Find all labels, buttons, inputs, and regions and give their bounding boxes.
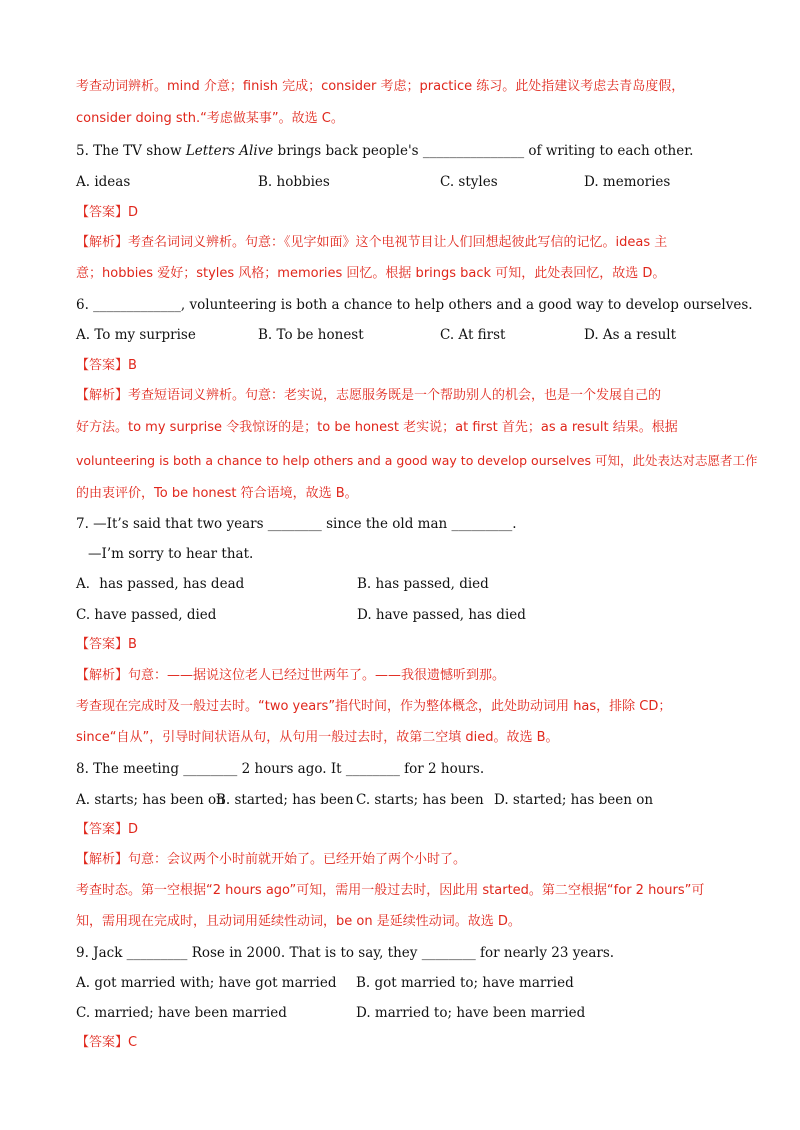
- explanation-line: consider doing sth.“考虑做某事”。故选 C。: [76, 111, 344, 126]
- explanation-line: 好方法。to my surprise 令我惊讶的是；to be honest 老实说；at first 首先；as a result 结果。根据: [76, 420, 678, 435]
- explanation-line: 【解析】考查短语词义辨析。句意：老实说，志愿服务既是一个帮助别人的机会，也是一个发展自己的: [76, 388, 662, 403]
- answer-label: 【答案】B: [76, 358, 137, 373]
- question-5: [76, 142, 693, 160]
- question-text: brings back people's _______________ of writing to each other.: [273, 143, 694, 159]
- explanation-line: volunteering is both a chance to help others and a good way to develop ourselves 可知，此处表达对志愿者工作: [76, 453, 758, 468]
- show-title: Letters Alive: [185, 143, 274, 159]
- option-d: D. memories: [584, 174, 671, 190]
- question-text: 5. The TV show: [76, 143, 186, 159]
- explanation-line: 考查动词辨析。mind 介意；finish 完成；consider 考虑；practice 练习。此处指建议考虑去青岛度假，: [76, 79, 685, 94]
- question-8: 8. The meeting ________ 2 hours ago. It ________ for 2 hours.: [76, 761, 485, 777]
- answer-label: 【答案】D: [76, 205, 139, 220]
- option-a: A．has passed, has dead: [76, 576, 245, 592]
- question-reply: —I’m sorry to hear that.: [88, 546, 254, 562]
- answer-label: 【答案】B: [76, 637, 137, 652]
- option-b: B. started; has been: [216, 792, 354, 808]
- option-c: C. styles: [440, 174, 498, 190]
- question-6: 6. _____________, volunteering is both a chance to help others and a good way to develop ourselves.: [76, 297, 753, 313]
- answer-label: 【答案】D: [76, 822, 139, 837]
- option-a: A. ideas: [76, 174, 131, 190]
- option-d: D. married to; have been married: [356, 1005, 586, 1021]
- option-b: B. To be honest: [258, 327, 364, 343]
- explanation-line: 考查现在完成时及一般过去时。“two years”指代时间，作为整体概念，此处助动词用 has，排除 CD；: [76, 699, 672, 714]
- explanation-line: 考查时态。第一空根据“2 hours ago”可知，需用一般过去时，因此用 started。第二空根据“for 2 hours”可: [76, 883, 705, 898]
- question-7: 7. —It’s said that two years ________ since the old man _________.: [76, 516, 517, 532]
- option-d: D. have passed, has died: [357, 607, 526, 623]
- option-c: C. have passed, died: [76, 607, 217, 623]
- explanation-line: 的由衷评价，To be honest 符合语境，故选 B。: [76, 486, 358, 501]
- option-a: A. To my surprise: [76, 327, 196, 343]
- option-a: A. starts; has been on: [76, 792, 225, 808]
- answer-label: 【答案】C: [76, 1035, 138, 1050]
- explanation-line: since“自从”，引导时间状语从句，从句用一般过去时，故第二空填 died。故选 B。: [76, 730, 559, 745]
- explanation-line: 意；hobbies 爱好；styles 风格；memories 回忆。根据 brings back 可知，此处表回忆，故选 D。: [76, 266, 666, 281]
- option-c: C. married; have been married: [76, 1005, 287, 1021]
- explanation-line: 知，需用现在完成时，且动词用延续性动词，be on 是延续性动词。故选 D。: [76, 914, 521, 929]
- option-c: C. starts; has been: [356, 792, 484, 808]
- option-a: A. got married with; have got married: [76, 975, 337, 991]
- option-c: C. At first: [440, 327, 506, 343]
- option-d: D. As a result: [584, 327, 677, 343]
- explanation-line: 【解析】句意：会议两个小时前就开始了。已经开始了两个小时了。: [76, 852, 467, 867]
- option-d: D. started; has been on: [494, 792, 654, 808]
- explanation-line: 【解析】考查名词词义辨析。句意：《见字如面》这个电视节目让人们回想起彼此写信的记忆。ideas 主: [76, 235, 668, 250]
- question-9: 9. Jack _________ Rose in 2000. That is to say, they ________ for nearly 23 years.: [76, 945, 615, 961]
- option-b: B. got married to; have married: [356, 975, 574, 991]
- explanation-line: 【解析】句意：——据说这位老人已经过世两年了。——我很遗憾听到那。: [76, 668, 506, 683]
- option-b: B. hobbies: [258, 174, 330, 190]
- option-b: B. has passed, died: [357, 576, 489, 592]
